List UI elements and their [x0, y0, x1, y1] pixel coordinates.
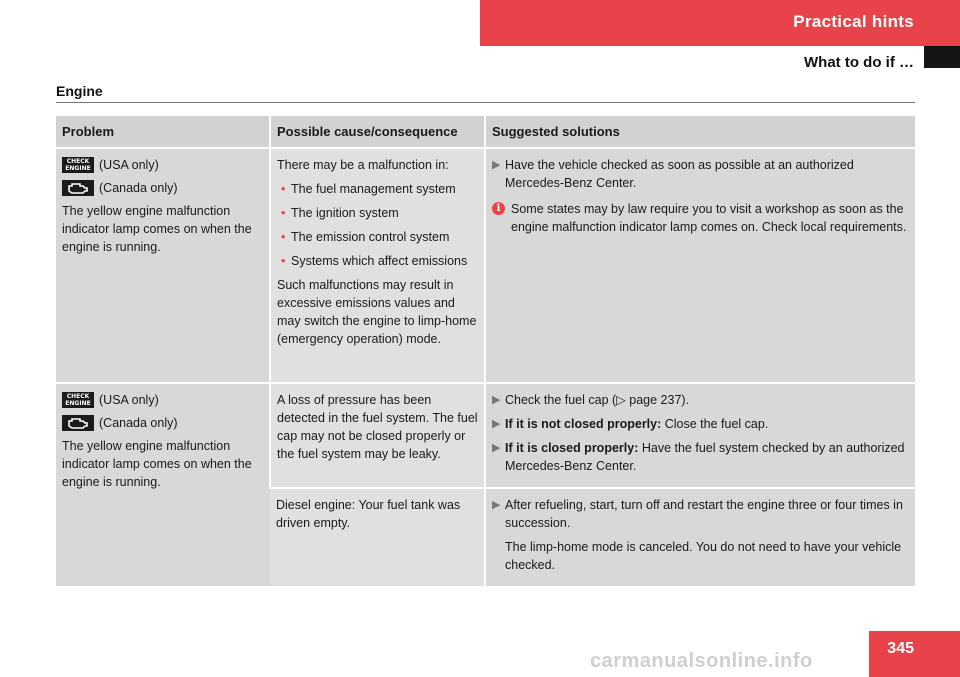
section-title: Engine	[56, 83, 103, 99]
list-item: • The emission control system	[277, 228, 478, 246]
action-step: ▶ Check the fuel cap (▷ page 237).	[492, 393, 690, 407]
lamp-usa-label: (USA only)	[99, 393, 159, 407]
bullet-icon: •	[281, 182, 286, 196]
cause-cell	[270, 383, 485, 488]
thumb-tab	[924, 46, 960, 68]
solution-cell	[485, 488, 915, 586]
solution-cell	[485, 148, 915, 383]
cause-cell	[270, 488, 485, 586]
action-step: ▶ After refueling, start, turn off and restart the engine three or four times in succession.	[492, 498, 903, 530]
cause-cell	[270, 148, 485, 383]
engine-lamp-icon	[62, 180, 94, 196]
lamp-canada-line	[62, 179, 263, 197]
bullet-icon: •	[281, 254, 286, 268]
problem-text: The yellow engine malfunction indicator lamp comes on when the engine is running.	[62, 204, 252, 254]
solution-cell	[485, 383, 915, 488]
lamp-canada-label: (Canada only)	[99, 416, 178, 430]
page-number: 345	[869, 631, 960, 677]
check-engine-lamp-icon: CHECK ENGINE	[62, 392, 94, 408]
cause-intro: There may be a malfunction in:	[277, 158, 449, 172]
column-header-solutions: Suggested solutions	[485, 116, 915, 148]
action-step: ▶ If it is not closed properly: Close the fuel cap.	[492, 417, 769, 431]
cause-text: A loss of pressure has been detected in the fuel system. The fuel cap may not be closed properly or the fuel system may be leaky.	[277, 393, 478, 461]
engine-lamp-icon	[62, 415, 94, 431]
action-arrow-icon: ▶	[492, 394, 501, 406]
bullet-icon: •	[281, 206, 286, 220]
table-header-row	[56, 116, 915, 148]
page-subtitle: What to do if …	[804, 54, 914, 71]
lamp-usa-line	[62, 391, 263, 409]
list-item: • Systems which affect emissions	[277, 252, 478, 270]
cause-outro: Such malfunctions may result in excessive emissions values and may switch the engine to limp-home (emergency operation) mode.	[277, 278, 477, 346]
column-header-problem: Problem	[56, 116, 270, 148]
bullet-icon: •	[281, 230, 286, 244]
column-header-cause: Possible cause/consequence	[270, 116, 485, 148]
cause-text: Diesel engine: Your fuel tank was driven empty.	[276, 498, 461, 530]
action-arrow-icon: ▶	[492, 159, 501, 171]
troubleshooting-table	[56, 116, 915, 586]
problem-cell	[56, 383, 270, 586]
check-engine-lamp-icon: CHECK ENGINE	[62, 157, 94, 173]
info-note: i Some states may by law require you to visit a workshop as soon as the engine malfunction indicator lamp comes on. Check local requirements.	[492, 200, 909, 236]
action-step: ▶ Have the vehicle checked as soon as possible at an authorized Mercedes-Benz Center.	[492, 158, 854, 190]
list-item: • The fuel management system	[277, 180, 478, 198]
lamp-usa-label: (USA only)	[99, 158, 159, 172]
info-icon: i	[492, 202, 505, 215]
lamp-usa-line	[62, 156, 263, 174]
action-arrow-icon: ▶	[492, 442, 501, 454]
action-arrow-icon: ▶	[492, 418, 501, 430]
watermark: carmanualsonline.info	[590, 650, 813, 672]
table-row	[56, 148, 915, 383]
problem-text: The yellow engine malfunction indicator lamp comes on when the engine is running.	[62, 439, 252, 489]
solution-note: The limp-home mode is canceled. You do not need to have your vehicle checked.	[505, 540, 902, 572]
problem-cell	[56, 148, 270, 383]
table-row	[56, 383, 915, 488]
lamp-canada-line	[62, 414, 263, 432]
lamp-canada-label: (Canada only)	[99, 181, 178, 195]
action-arrow-icon: ▶	[492, 499, 501, 511]
chapter-title: Practical hints	[793, 12, 914, 31]
list-item: • The ignition system	[277, 204, 478, 222]
section-divider	[56, 102, 915, 103]
action-step: ▶ If it is closed properly: Have the fuel system checked by an authorized Mercedes-Benz Center.	[492, 441, 905, 473]
